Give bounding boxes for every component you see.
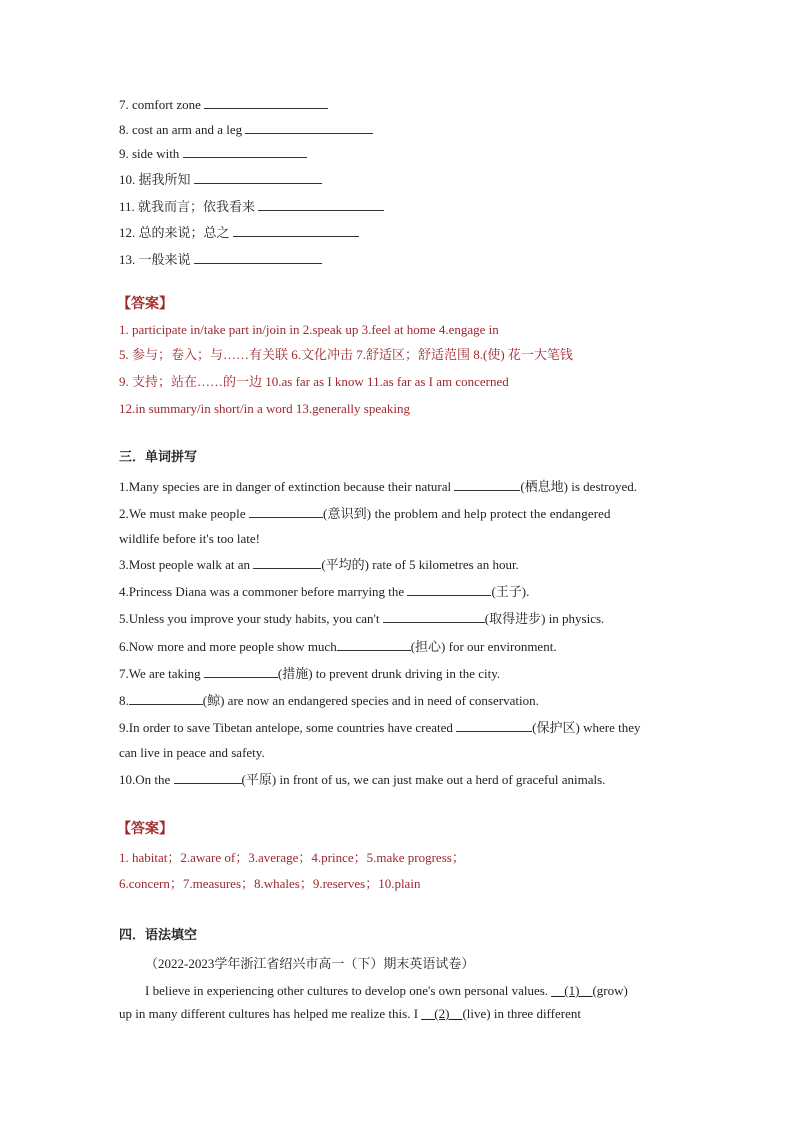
- passage-text: I believe in experiencing other cultures to develop one's own personal values.: [145, 983, 552, 998]
- answer-blank: [204, 665, 278, 678]
- phrase-item: [119, 171, 322, 188]
- answer-line: 5. 参与；卷入；与……有关联 6.文化冲击 7.舒适区；舒适范围 8.(使) 花一大笔钱: [119, 347, 573, 362]
- exercise-line: [119, 583, 529, 600]
- answer-line: 6.concern；7.measures；8.whales；9.reserves；10.plain: [119, 876, 421, 891]
- phrase-text: 12. 总的来说；总之: [119, 225, 230, 240]
- answer-blank: [249, 505, 323, 518]
- exercise-line: [119, 692, 539, 709]
- phrase-item: [119, 224, 359, 241]
- exercise-line: [119, 478, 637, 495]
- exercise-line: [119, 531, 260, 547]
- numbered-blank: __(2)__: [421, 1006, 463, 1021]
- answer-blank: [245, 121, 373, 134]
- exercise-text: are now an endangered species and in need of conservation.: [224, 693, 539, 708]
- section-title: 四．语法填空: [119, 928, 198, 943]
- phrase-text: 7. comfort zone: [119, 97, 201, 112]
- answer-blank: [129, 692, 203, 705]
- phrase-item: [119, 96, 328, 113]
- exercise-text: in front of us, we can just make out a herd of graceful animals.: [276, 772, 606, 787]
- exercise-text: wildlife before it's too late!: [119, 531, 260, 546]
- answer-blank: [337, 638, 411, 651]
- exercise-text: 8.: [119, 693, 129, 708]
- exercise-text: is destroyed.: [568, 479, 637, 494]
- phrase-text: 13. 一般来说: [119, 252, 191, 267]
- phrase-item: [119, 198, 384, 215]
- passage-text: up in many different cultures has helped me realize this. I: [119, 1006, 422, 1021]
- exercise-text: 4.Princess Diana was a commoner before marrying the: [119, 584, 408, 599]
- exercise-line: [119, 745, 265, 761]
- exercise-text: 10.On the: [119, 772, 174, 787]
- answer-blank: [253, 556, 321, 569]
- exercise-text: can live in peace and safety.: [119, 745, 265, 760]
- hint-text: (鲸): [202, 693, 225, 708]
- exercise-text: 2.We must make people: [119, 506, 250, 521]
- phrase-item: [119, 145, 307, 162]
- exercise-line: [119, 505, 611, 522]
- source-note: （2022-2023学年浙江省绍兴市高一（下）期末英语试卷）: [145, 956, 475, 971]
- answer-blank: [174, 771, 242, 784]
- exercise-line: [119, 771, 605, 788]
- answer-blank: [183, 145, 307, 158]
- hint-text: (王子): [491, 584, 527, 599]
- phrase-text: 11. 就我而言；依我看来: [119, 199, 256, 214]
- answer-line: 12.in summary/in short/in a word 13.generally speaking: [119, 401, 411, 416]
- passage-line: [145, 983, 628, 999]
- exercise-line: [119, 610, 604, 627]
- hint-text: (担心): [410, 639, 446, 654]
- phrase-item: [119, 121, 373, 138]
- hint-text: (保护区): [532, 720, 580, 735]
- exercise-text: 1.Many species are in danger of extinction because their natural: [119, 479, 455, 494]
- exercise-text: rate of 5 kilometres an hour.: [368, 557, 519, 572]
- section-title: 三．单词拼写: [119, 450, 198, 465]
- exercise-line: [119, 638, 557, 655]
- numbered-blank: __(1)__: [551, 983, 593, 998]
- passage-line: [119, 1006, 581, 1022]
- answer-line: 9. 支持；站在……的一边 10.as far as I know 11.as far as I am concerned: [119, 374, 509, 389]
- exercise-text: where they: [579, 720, 641, 735]
- exercise-text: 7.We are taking: [119, 666, 204, 681]
- hint-text: (措施): [277, 666, 313, 681]
- passage-text: (grow): [592, 983, 628, 998]
- exercise-text: the problem and help protect the endangered: [371, 506, 611, 521]
- hint-text: (平原): [241, 772, 277, 787]
- exercise-text: for our environment.: [445, 639, 557, 654]
- answer-blank: [456, 719, 532, 732]
- exercise-line: [119, 665, 500, 682]
- answer-blank: [383, 610, 485, 623]
- answer-blank: [204, 96, 328, 109]
- answer-blank: [258, 198, 384, 211]
- phrase-text: 8. cost an arm and a leg: [119, 122, 243, 137]
- exercise-text: .: [526, 584, 530, 599]
- answer-blank: [233, 224, 359, 237]
- hint-text: (栖息地): [520, 479, 569, 494]
- answer-line: 1. participate in/take part in/join in 2.speak up 3.feel at home 4.engage in: [119, 322, 499, 337]
- exercise-text: 3.Most people walk at an: [119, 557, 254, 572]
- answer-blank: [194, 171, 322, 184]
- phrase-text: 10. 据我所知: [119, 172, 191, 187]
- exercise-text: in physics.: [545, 611, 605, 626]
- answer-blank: [407, 583, 491, 596]
- exercise-text: 9.In order to save Tibetan antelope, some countries have created: [119, 720, 457, 735]
- exercise-text: 6.Now more and more people show much: [119, 639, 337, 654]
- phrase-item: [119, 251, 322, 268]
- exercise-text: 5.Unless you improve your study habits, you can't: [119, 611, 383, 626]
- hint-text: (取得进步): [484, 611, 546, 626]
- passage-text: (live) in three different: [462, 1006, 581, 1021]
- phrase-text: 9. side with: [119, 146, 180, 161]
- exercise-line: [119, 556, 519, 573]
- answer-line: 1. habitat；2.aware of；3.average；4.prince；5.make progress；: [119, 850, 465, 865]
- answer-label: 【答案】: [117, 821, 173, 837]
- answer-blank: [194, 251, 322, 264]
- answer-label: 【答案】: [117, 296, 173, 312]
- hint-text: (平均的): [321, 557, 369, 572]
- exercise-text: to prevent drunk driving in the city.: [312, 666, 501, 681]
- hint-text: (意识到): [323, 506, 372, 521]
- exercise-line: [119, 719, 640, 736]
- answer-blank: [454, 478, 520, 491]
